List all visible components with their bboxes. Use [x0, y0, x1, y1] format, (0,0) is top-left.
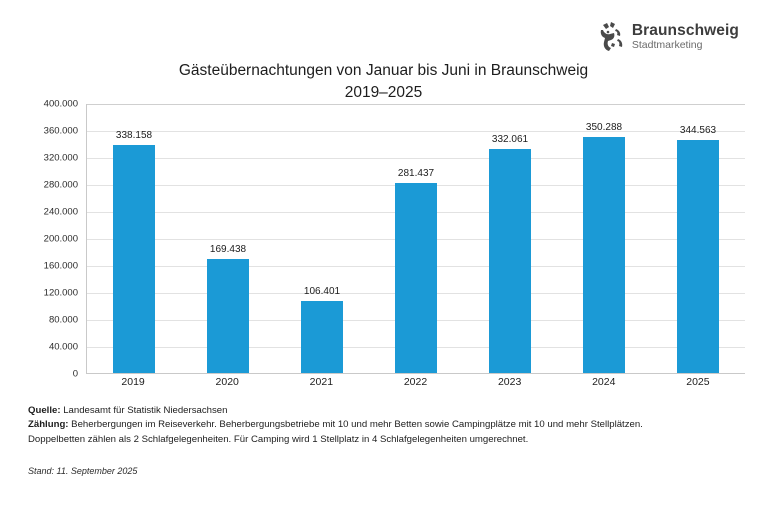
x-axis-tick-label: 2023: [497, 376, 522, 388]
bar-slot: [369, 104, 463, 373]
source-note: [28, 404, 740, 418]
bar-slot: [275, 104, 369, 373]
bar-series: [87, 104, 745, 373]
footnotes: [28, 404, 740, 447]
bar: [395, 183, 437, 373]
bar-value-label: 169.438: [209, 243, 247, 255]
bar-value-label: 350.288: [585, 121, 623, 133]
chart-title-main: Gästeübernachtungen von Januar bis Juni in Braunschweig: [178, 62, 589, 79]
x-axis: [86, 376, 745, 388]
counting-label: Zählung:: [28, 419, 69, 431]
y-axis-tick-label: 40.000: [48, 341, 78, 353]
chart-subtitle: 2019–2025: [344, 84, 423, 102]
braunschweig-logo: [599, 22, 739, 52]
counting-note-2: Doppelbetten zählen als 2 Schlafgelegenheiten. Für Camping wird 1 Stellplatz in 4 Schlafgelegenheiten umgerechnet.: [28, 433, 529, 445]
bar-value-label: 338.158: [115, 129, 153, 141]
x-axis-tick-label: 2025: [686, 376, 710, 388]
bar-slot: [87, 104, 181, 373]
bar-value-label: 281.437: [397, 168, 435, 180]
y-axis-tick-label: 240.000: [43, 206, 78, 218]
chart-plot-area: [0, 98, 767, 389]
logo-subtitle: Stadtmarketing: [631, 39, 703, 52]
bar-slot: [181, 104, 275, 373]
y-axis-tick-label: 120.000: [43, 287, 78, 299]
bar: [113, 145, 155, 373]
stand-note: Stand: 11. September 2025: [28, 466, 138, 476]
y-axis-tick-label: 200.000: [43, 233, 78, 245]
y-axis-tick-label: 360.000: [43, 125, 78, 137]
x-axis-tick-label: 2021: [309, 376, 334, 388]
chart-title: [0, 60, 767, 105]
counting-note: [28, 418, 740, 432]
x-axis-tick-label: 2022: [403, 376, 428, 388]
bar: [489, 149, 531, 373]
bar: [207, 259, 249, 373]
y-axis: [0, 98, 86, 380]
bar-value-label: 344.563: [679, 125, 717, 137]
y-axis-tick-label: 320.000: [43, 152, 78, 164]
source-label: Quelle:: [28, 405, 61, 416]
source-text: Landesamt für Statistik Niedersachsen: [60, 405, 228, 416]
counting-text: Beherbergungen im Reiseverkehr. Beherbergungsbetriebe mit 10 und mehr Betten sowie Campingplätze mit 10 und mehr Stellplätzen.: [68, 419, 643, 431]
bar-slot: [651, 104, 745, 373]
bar: [583, 137, 625, 373]
x-axis-tick-label: 2020: [215, 376, 239, 388]
y-axis-tick-label: 280.000: [43, 179, 78, 191]
bar-slot: [463, 104, 557, 373]
bar: [301, 301, 343, 373]
grid-area: [86, 104, 745, 374]
y-axis-tick-label: 160.000: [43, 260, 78, 272]
lion-logo-icon: [599, 22, 625, 52]
bar-value-label: 332.061: [491, 133, 529, 145]
bar: [677, 140, 719, 373]
bar-slot: [557, 104, 651, 373]
y-axis-tick-label: 80.000: [48, 314, 78, 326]
bar-value-label: 106.401: [303, 286, 341, 298]
x-axis-tick-label: 2019: [121, 376, 145, 388]
y-axis-tick-label: 400.000: [43, 98, 78, 110]
x-axis-tick-label: 2024: [592, 376, 616, 388]
logo-text-block: [632, 23, 739, 51]
logo-title: Braunschweig: [631, 21, 739, 39]
y-axis-tick-label: 0: [72, 368, 78, 380]
